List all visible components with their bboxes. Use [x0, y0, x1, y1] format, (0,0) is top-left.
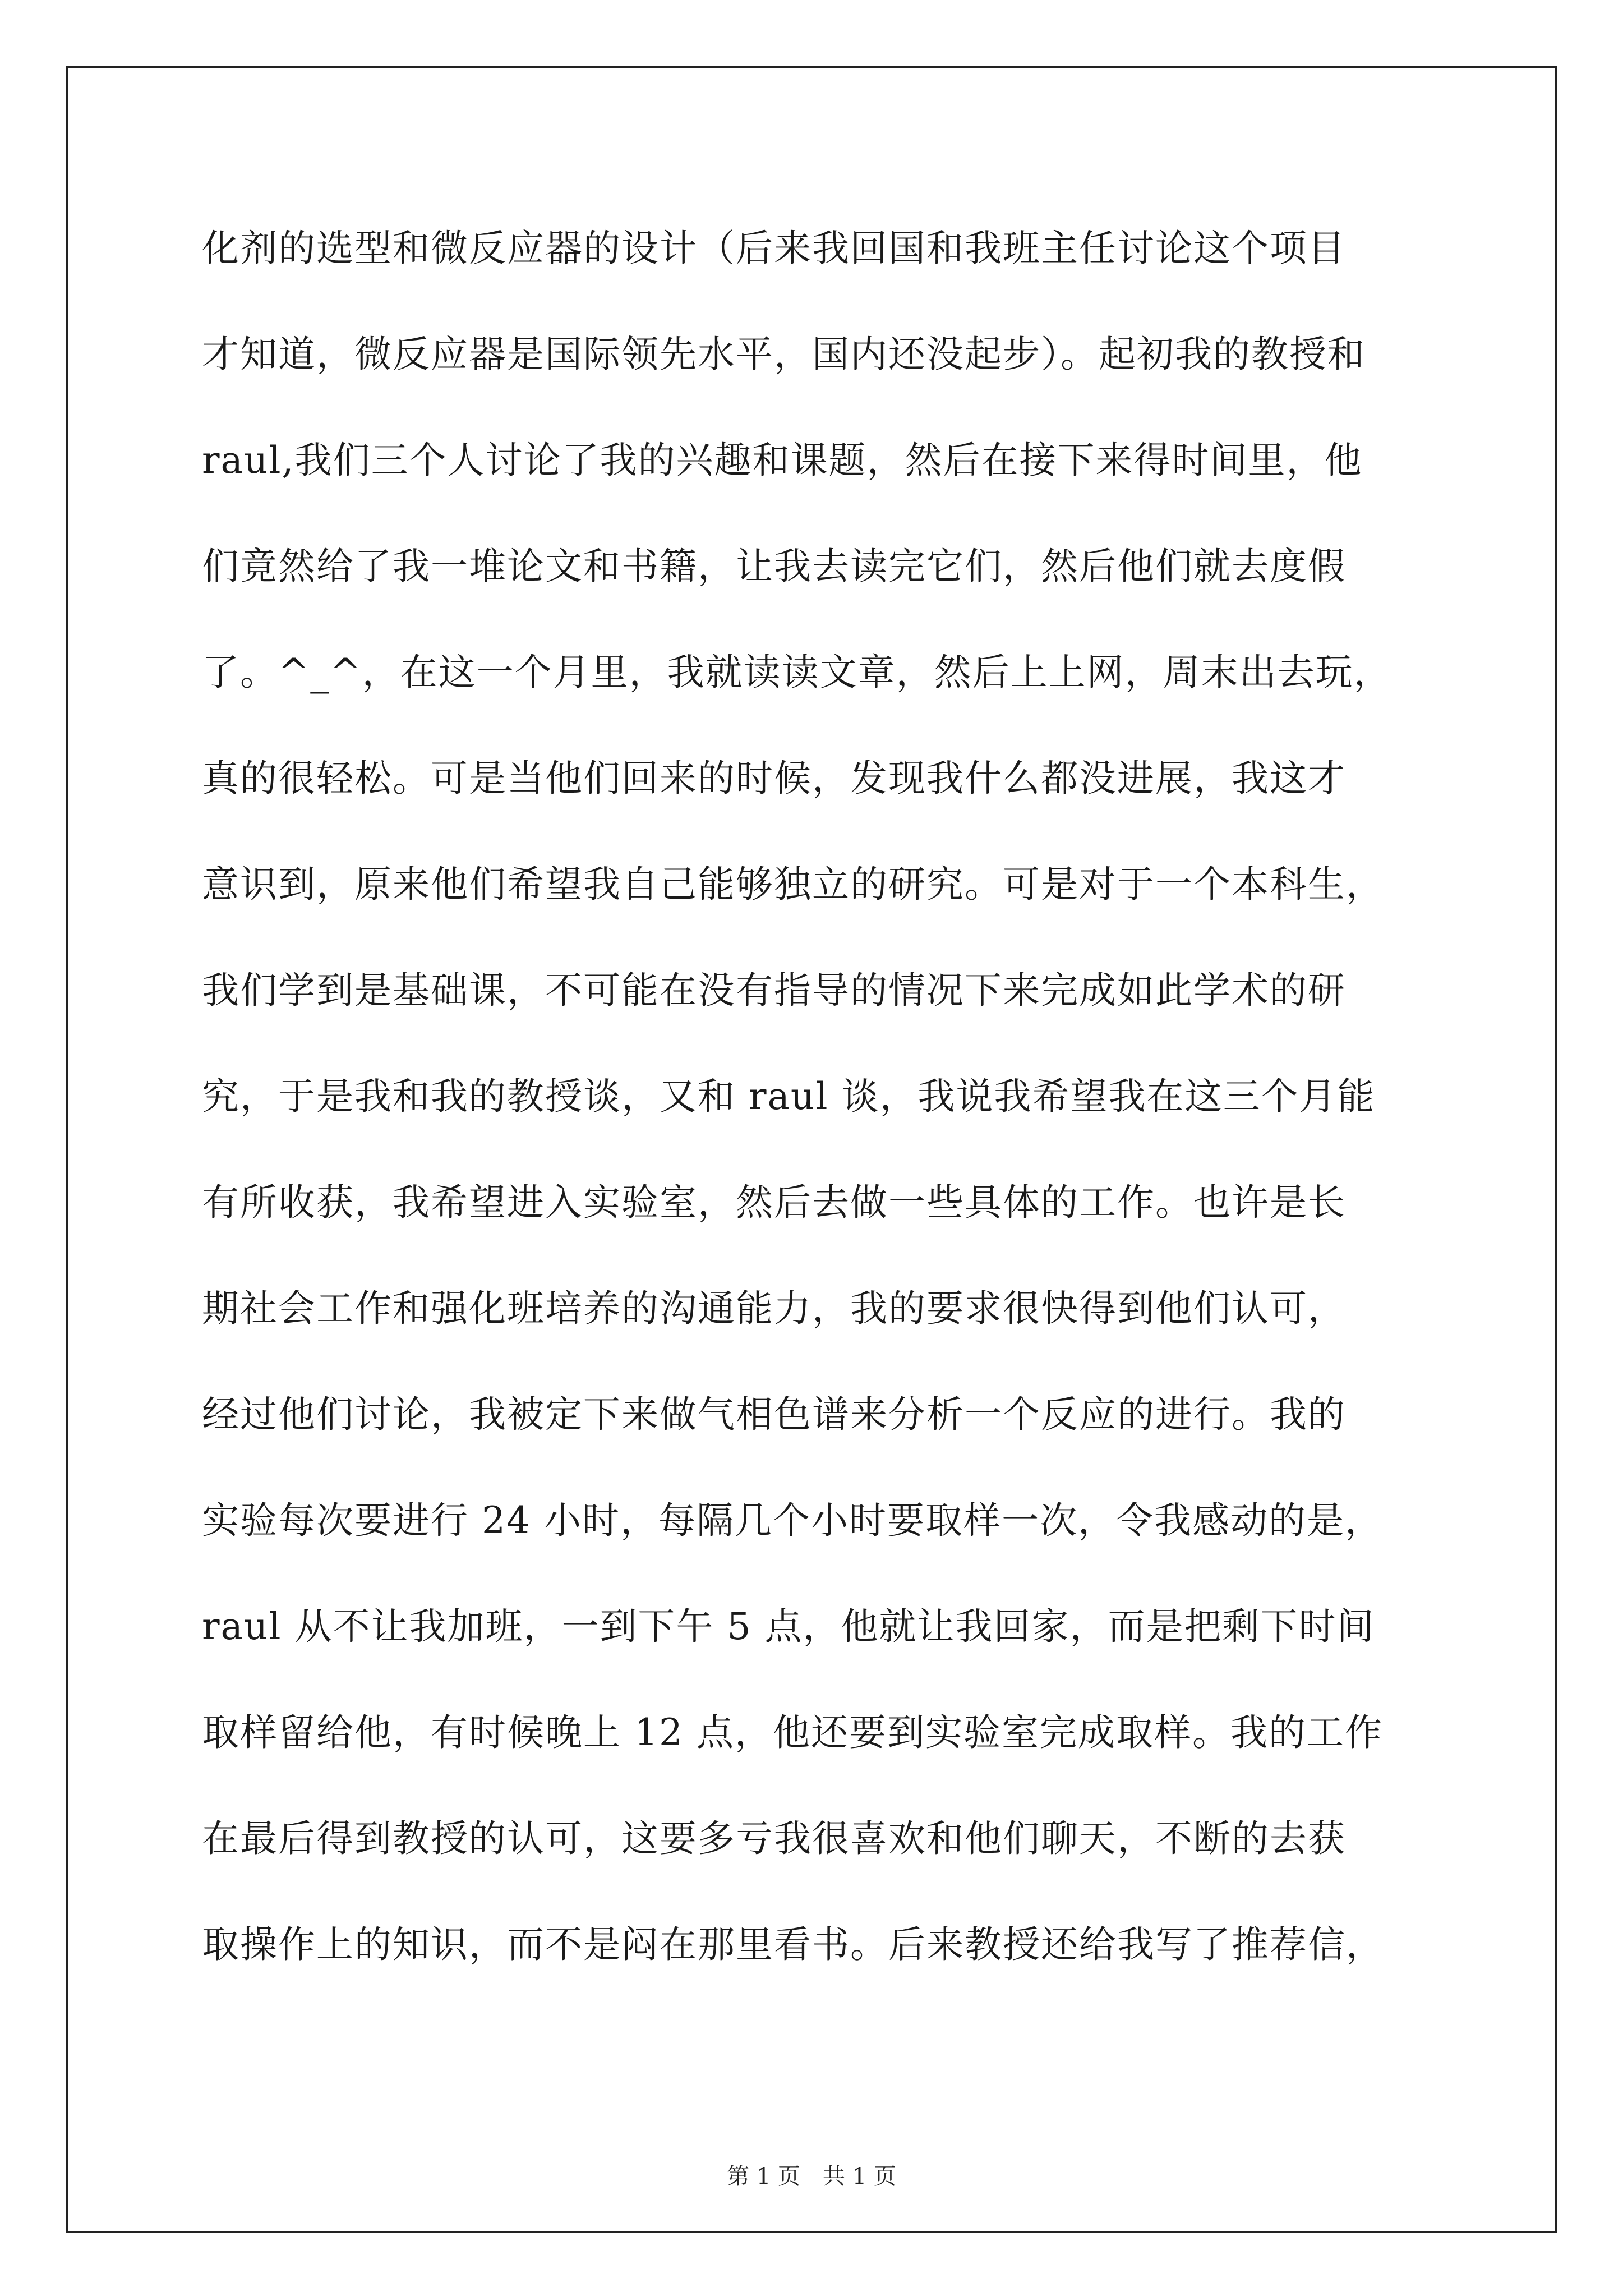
- text-line: 取样留给他，有时候晚上 12 点，他还要到实验室完成取样。我的工作: [202, 1711, 1383, 1754]
- text-line: 实验每次要进行 24 小时，每隔几个小时要取样一次，令我感动的是，: [202, 1499, 1383, 1542]
- text-line: 化剂的选型和微反应器的设计（后来我回国和我班主任讨论这个项目: [202, 227, 1346, 270]
- text-line: 我们学到是基础课，不可能在没有指导的情况下来完成如此学术的研: [202, 969, 1346, 1012]
- text-line: 取操作上的知识，而不是闷在那里看书。后来教授还给我写了推荐信，: [202, 1923, 1384, 1966]
- text-line: 了。^_^，在这一个月里，我就读读文章，然后上上网，周末出去玩，: [202, 651, 1392, 694]
- text-line: 在最后得到教授的认可，这要多亏我很喜欢和他们聊天，不断的去获: [202, 1817, 1346, 1860]
- text-line: 有所收获，我希望进入实验室，然后去做一些具体的工作。也许是长: [202, 1181, 1346, 1224]
- page-number-footer: 第 1 页 共 1 页: [727, 2164, 896, 2189]
- text-line: 真的很轻松。可是当他们回来的时候，发现我什么都没进展，我这才: [202, 757, 1346, 800]
- text-line: 们竟然给了我一堆论文和书籍，让我去读完它们，然后他们就去度假: [202, 545, 1346, 588]
- text-line: 经过他们讨论，我被定下来做气相色谱来分析一个反应的进行。我的: [202, 1393, 1346, 1436]
- text-line: 意识到，原来他们希望我自己能够独立的研究。可是对于一个本科生，: [202, 863, 1384, 906]
- text-line: 究，于是我和我的教授谈，又和 raul 谈，我说我希望我在这三个月能: [202, 1075, 1376, 1118]
- document-body: [202, 223, 1436, 2026]
- text-line: 期社会工作和强化班培养的沟通能力，我的要求很快得到他们认可，: [202, 1287, 1346, 1330]
- text-line: raul 从不让我加班，一到下午 5 点，他就让我回家，而是把剩下时间: [202, 1605, 1375, 1648]
- text-line: raul,我们三个人讨论了我的兴趣和课题，然后在接下来得时间里，他: [202, 439, 1363, 482]
- text-line: 才知道，微反应器是国际领先水平，国内还没起步）。起初我的教授和: [202, 333, 1366, 376]
